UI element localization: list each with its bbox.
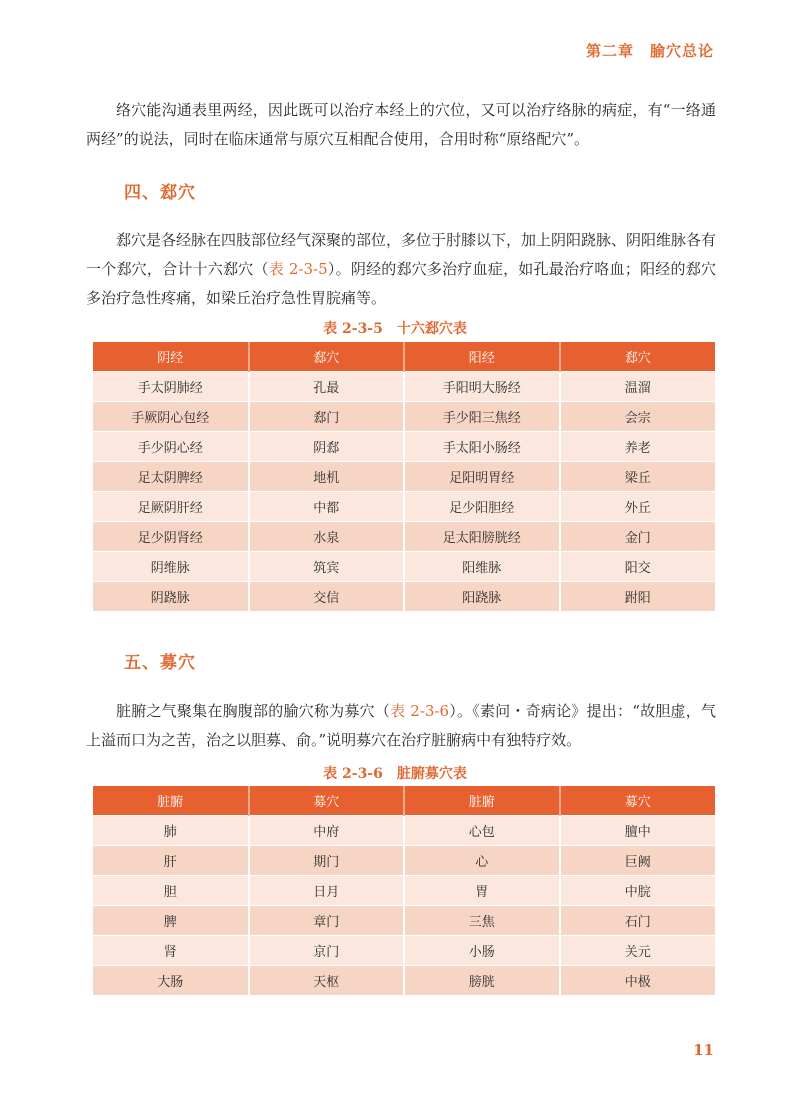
table-cell: 心包 xyxy=(404,816,560,846)
column-header: 脏腑 xyxy=(93,786,249,816)
table-cell: 足厥阴肝经 xyxy=(93,492,249,522)
table-cell: 期门 xyxy=(249,846,405,876)
table-cell: 养老 xyxy=(560,432,716,462)
table-cell: 金门 xyxy=(560,522,716,552)
column-header: 阴经 xyxy=(93,342,249,372)
table-cell: 中极 xyxy=(560,966,716,996)
table-cell: 阴郄 xyxy=(249,432,405,462)
table-cell: 郄门 xyxy=(249,402,405,432)
table-cell: 三焦 xyxy=(404,906,560,936)
table-row xyxy=(93,462,715,492)
table-cell: 交信 xyxy=(249,582,405,612)
table-cell: 膀胱 xyxy=(404,966,560,996)
table-row xyxy=(93,846,715,876)
table-cell: 足少阳胆经 xyxy=(404,492,560,522)
table-cell: 中脘 xyxy=(560,876,716,906)
table-cell: 章门 xyxy=(249,906,405,936)
table-cell: 小肠 xyxy=(404,936,560,966)
table-cell: 阳维脉 xyxy=(404,552,560,582)
table-cell: 大肠 xyxy=(93,966,249,996)
section-heading-xi-points: 四、郄穴 xyxy=(124,183,196,203)
mu-points-table xyxy=(93,786,715,995)
table-header-row xyxy=(93,786,715,816)
table-cell: 京门 xyxy=(249,936,405,966)
column-header: 郄穴 xyxy=(560,342,716,372)
table-cell: 地机 xyxy=(249,462,405,492)
paragraph-text: ）。《素问・奇病论》提出：“故胆虚，气上溢而口为之苦，治之以胆募、俞。”说明募穴在治疗脏腑病中有独特疗效。 xyxy=(86,702,717,749)
table-caption-mu: 表 2-3-6 脏腑募穴表 xyxy=(323,766,467,782)
column-header: 脏腑 xyxy=(404,786,560,816)
table-cell: 中都 xyxy=(249,492,405,522)
table-cell: 足少阴肾经 xyxy=(93,522,249,552)
table-cell: 手太阳小肠经 xyxy=(404,432,560,462)
table-cell: 手太阴肺经 xyxy=(93,372,249,402)
table-reference-link[interactable]: 表 2-3-6 xyxy=(390,702,450,720)
table-cell: 跗阳 xyxy=(560,582,716,612)
table-cell: 天枢 xyxy=(249,966,405,996)
table-cell: 筑宾 xyxy=(249,552,405,582)
table-cell: 阳交 xyxy=(560,552,716,582)
table-cell: 手少阴心经 xyxy=(93,432,249,462)
table-cell: 梁丘 xyxy=(560,462,716,492)
column-header: 阳经 xyxy=(404,342,560,372)
table-row xyxy=(93,402,715,432)
table-cell: 石门 xyxy=(560,906,716,936)
paragraph-xi-points xyxy=(86,226,716,313)
table-cell: 水泉 xyxy=(249,522,405,552)
column-header: 郄穴 xyxy=(249,342,405,372)
table-cell: 阴维脉 xyxy=(93,552,249,582)
paragraph-mu-points xyxy=(86,697,716,755)
column-header: 募穴 xyxy=(249,786,405,816)
table-row xyxy=(93,966,715,996)
table-cell: 会宗 xyxy=(560,402,716,432)
table-cell: 肺 xyxy=(93,816,249,846)
running-head: 第二章 腧穴总论 xyxy=(585,42,714,60)
table-cell: 阴跷脉 xyxy=(93,582,249,612)
table-header-row xyxy=(93,342,715,372)
table-row xyxy=(93,432,715,462)
table-row xyxy=(93,372,715,402)
paragraph-text: 脏腑之气聚集在胸腹部的腧穴称为募穴（ xyxy=(116,702,391,720)
table-caption-xi: 表 2-3-5 十六郄穴表 xyxy=(323,321,467,337)
table-row xyxy=(93,936,715,966)
table-cell: 肝 xyxy=(93,846,249,876)
table-cell: 关元 xyxy=(560,936,716,966)
table-row xyxy=(93,582,715,612)
page-number: 11 xyxy=(693,1041,714,1059)
paragraph-text: 郄穴是各经脉在四肢部位经气深聚的部位，多位于肘膝以下，加上阴阳跷脉、阴阳维脉各有一个郄穴，合计十六郄穴（ xyxy=(86,231,717,278)
table-cell: 手阳明大肠经 xyxy=(404,372,560,402)
column-header: 募穴 xyxy=(560,786,716,816)
table-cell: 胆 xyxy=(93,876,249,906)
paragraph-luo-points: 络穴能沟通表里两经，因此既可以治疗本经上的穴位，又可以治疗络脉的病症，有“一络通两经”的说法，同时在临床通常与原穴互相配合使用，合用时称“原络配穴”。 xyxy=(86,101,716,148)
table-cell: 足阳明胃经 xyxy=(404,462,560,492)
table-cell: 手厥阴心包经 xyxy=(93,402,249,432)
table-cell: 膻中 xyxy=(560,816,716,846)
table-cell: 胃 xyxy=(404,876,560,906)
section-heading-mu-points: 五、募穴 xyxy=(124,653,196,673)
table-row xyxy=(93,906,715,936)
table-row xyxy=(93,492,715,522)
table-cell: 阳跷脉 xyxy=(404,582,560,612)
table-row xyxy=(93,876,715,906)
table-reference-link[interactable]: 表 2-3-5 xyxy=(268,260,328,278)
table-cell: 脾 xyxy=(93,906,249,936)
table-cell: 中府 xyxy=(249,816,405,846)
table-cell: 足太阴脾经 xyxy=(93,462,249,492)
table-cell: 肾 xyxy=(93,936,249,966)
table-cell: 巨阙 xyxy=(560,846,716,876)
table-cell: 外丘 xyxy=(560,492,716,522)
table-cell: 温溜 xyxy=(560,372,716,402)
table-cell: 手少阳三焦经 xyxy=(404,402,560,432)
table-row xyxy=(93,522,715,552)
table-cell: 心 xyxy=(404,846,560,876)
paragraph-text: ）。阴经的郄穴多治疗血症，如孔最治疗咯血；阳经的郄穴多治疗急性疼痛，如梁丘治疗急性胃脘痛等。 xyxy=(86,260,716,307)
table-cell: 足太阳膀胱经 xyxy=(404,522,560,552)
xi-points-table xyxy=(93,342,715,611)
table-cell: 孔最 xyxy=(249,372,405,402)
table-cell: 日月 xyxy=(249,876,405,906)
table-row xyxy=(93,816,715,846)
table-row xyxy=(93,552,715,582)
